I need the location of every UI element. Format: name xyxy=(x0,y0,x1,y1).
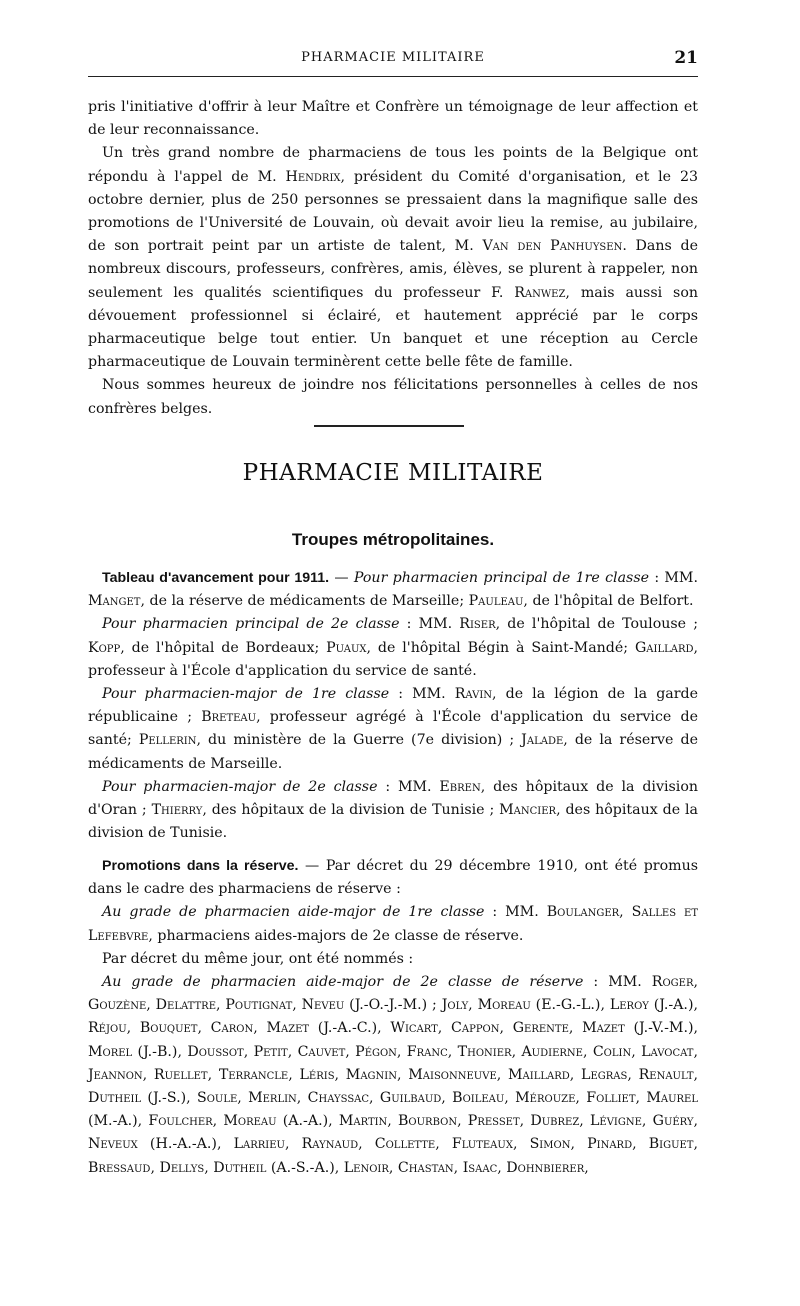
intro-paragraph-1: pris l'initiative d'offrir à leur Maître et Confrère un témoignage de leur affection et de leur reconnaissance. xyxy=(88,99,698,139)
intro-paragraph-3: Nous sommes heureux de joindre nos félicitations personnelles à celles de nos confrères belges. xyxy=(88,377,698,417)
person-name: Ranwez xyxy=(514,284,566,301)
promotions-lead: Promotions dans la réserve. xyxy=(102,858,299,874)
intro-paragraph-2: Un très grand nombre de pharmaciens de tous les points de la Belgique ont répondu à l'appel de M. Hendrix, président du Comité d'organisation, et le 23 octobre dernier, plus de 250 personnes se pressaient dans la magnifique salle des promotions de l'Université de Louvain, où devait avoir lieu la remise, au jubilaire, de son portrait peint par un artiste de talent, M. Van den Panhuysen. Dans de nombreux discours, professeurs, confrères, amis, élèves, se plurent à rappeler, non seulement les qualités scientifiques du professeur F. Ranwez, mais aussi son dévouement professionnel si éclairé, et hautement apprécié par le corps pharmaceutique belge tout entier. Un banquet et une réception au Cercle pharmaceutique de Louvain terminèrent cette belle fête de famille. xyxy=(88,145,698,371)
page-number: 21 xyxy=(674,48,698,68)
intro-section xyxy=(88,96,698,421)
tableau-paragraph-2: Pour pharmacien principal de 2e classe : MM. Riser, de l'hôpital de Toulouse ; Kopp, de l'hôpital de Bordeaux; Puaux, de l'hôpital Bégin à Saint-Mandé; Gaillard, professeur à l'École d'application du service de santé. xyxy=(88,616,699,679)
promotions-paragraph-2: Au grade de pharmacien aide-major de 1re classe : MM. Boulanger, Salles et Lefebvre, pharmaciens aides-majors de 2e classe de réserve. xyxy=(88,904,698,944)
tableau-section xyxy=(88,567,698,845)
header-rule xyxy=(88,76,698,77)
section-title: PHARMACIE MILITAIRE xyxy=(242,460,544,486)
running-title: PHARMACIE MILITAIRE xyxy=(301,50,485,65)
promotions-paragraph-4: Au grade de pharmacien aide-major de 2e classe de réserve : MM. Roger, Gouzène, Delattre, Poutignat, Neveu (J.-O.-J.-M.) ; Joly, Moreau (E.-G.-L.), Leroy (J.-A.), Réjou, Bouquet, Caron, Mazet (J.-A.-C.), Wicart, Cappon, Gerente, Mazet (J.-V.-M.), Morel (J.-B.), Doussot, Petit, Cauvet, Pégon, Franc, Thonier, Audierne, Colin, Lavocat, Jeannon, Ruellet, Terrancle, Léris, Magnin, Maisonneuve, Maillard, Legras, Renault, Dutheil (J.-S.), Soule, Merlin, Chayssac, Guilbaud, Boileau, Mérouze, Folliet, Maurel (M.-A.), Foulcher, Moreau (A.-A.), Martin, Bourbon, Presset, Dubrez, Lévigne, Guéry, Neveux (H.-A.-A.), Larrieu, Raynaud, Collette, Fluteaux, Simon, Pinard, Biguet, Bressaud, Dellys, Dutheil (A.-S.-A.), Lenoir, Chastan, Isaac, Dohnbierer, xyxy=(88,974,698,1176)
person-name: Hendrix xyxy=(285,168,341,185)
section-separator xyxy=(314,425,464,427)
tableau-paragraph-3: Pour pharmacien-major de 1re classe : MM. Ravin, de la légion de la garde républicaine ; Breteau, professeur agrégé à l'École d'application du service de santé; Pellerin, du ministère de la Guerre (7e division) ; Jalade, de la réserve de médicaments de Marseille. xyxy=(88,686,698,772)
tableau-paragraph-4: Pour pharmacien-major de 2e classe : MM. Ebren, des hôpitaux de la division d'Oran ; Thierry, des hôpitaux de la division de Tunisie ; Mancier, des hôpitaux de la division de Tunisie. xyxy=(88,778,698,842)
person-name: Van den Panhuysen xyxy=(482,238,623,255)
tableau-lead: Tableau d'avancement pour 1911. xyxy=(102,570,330,586)
promotions-paragraph-1: Promotions dans la réserve. — Par décret du 29 décembre 1910, ont été promus dans le cadre des pharmaciens de réserve : xyxy=(88,858,699,898)
tableau-paragraph-1: Tableau d'avancement pour 1911. — Pour pharmacien principal de 1re classe : MM. Manget, de la réserve de médicaments de Marseille; Pauleau, de l'hôpital de Belfort. xyxy=(88,570,698,610)
promotions-section xyxy=(88,855,698,1180)
section-subtitle: Troupes métropolitaines. xyxy=(291,530,495,549)
name-list: Roger, Gouzène, Delattre, Poutignat, Neveu (J.-O.-J.-M.) ; Joly, Moreau (E.-G.-L.), Leroy (J.-A.), Réjou, Bouquet, Caron, Mazet (J.-A.-C.), Wicart, Cappon, Gerente, Mazet (J.-V.-M.), Morel (J.-B.), Doussot, Petit, Cauvet, Pégon, Franc, Thonier, Audierne, Colin, Lavocat, Jeannon, Ruellet, Terrancle, Léris, Magnin, Maisonneuve, Maillard, Legras, Renault, Dutheil (J.-S.), Soule, Merlin, Chayssac, Guilbaud, Boileau, Mérouze, Folliet, Maurel (M.-A.), Foulcher, Moreau (A.-A.), Martin, Bourbon, Presset, Dubrez, Lévigne, Guéry, Neveux (H.-A.-A.), Larrieu, Raynaud, Collette, Fluteaux, Simon, Pinard, Biguet, Bressaud, Dellys, Dutheil (A.-S.-A.), Lenoir, Chastan, Isaac, Dohnbierer, xyxy=(88,974,698,1176)
promotions-paragraph-3: Par décret du même jour, ont été nommés : xyxy=(102,950,414,967)
page-header xyxy=(88,48,698,70)
